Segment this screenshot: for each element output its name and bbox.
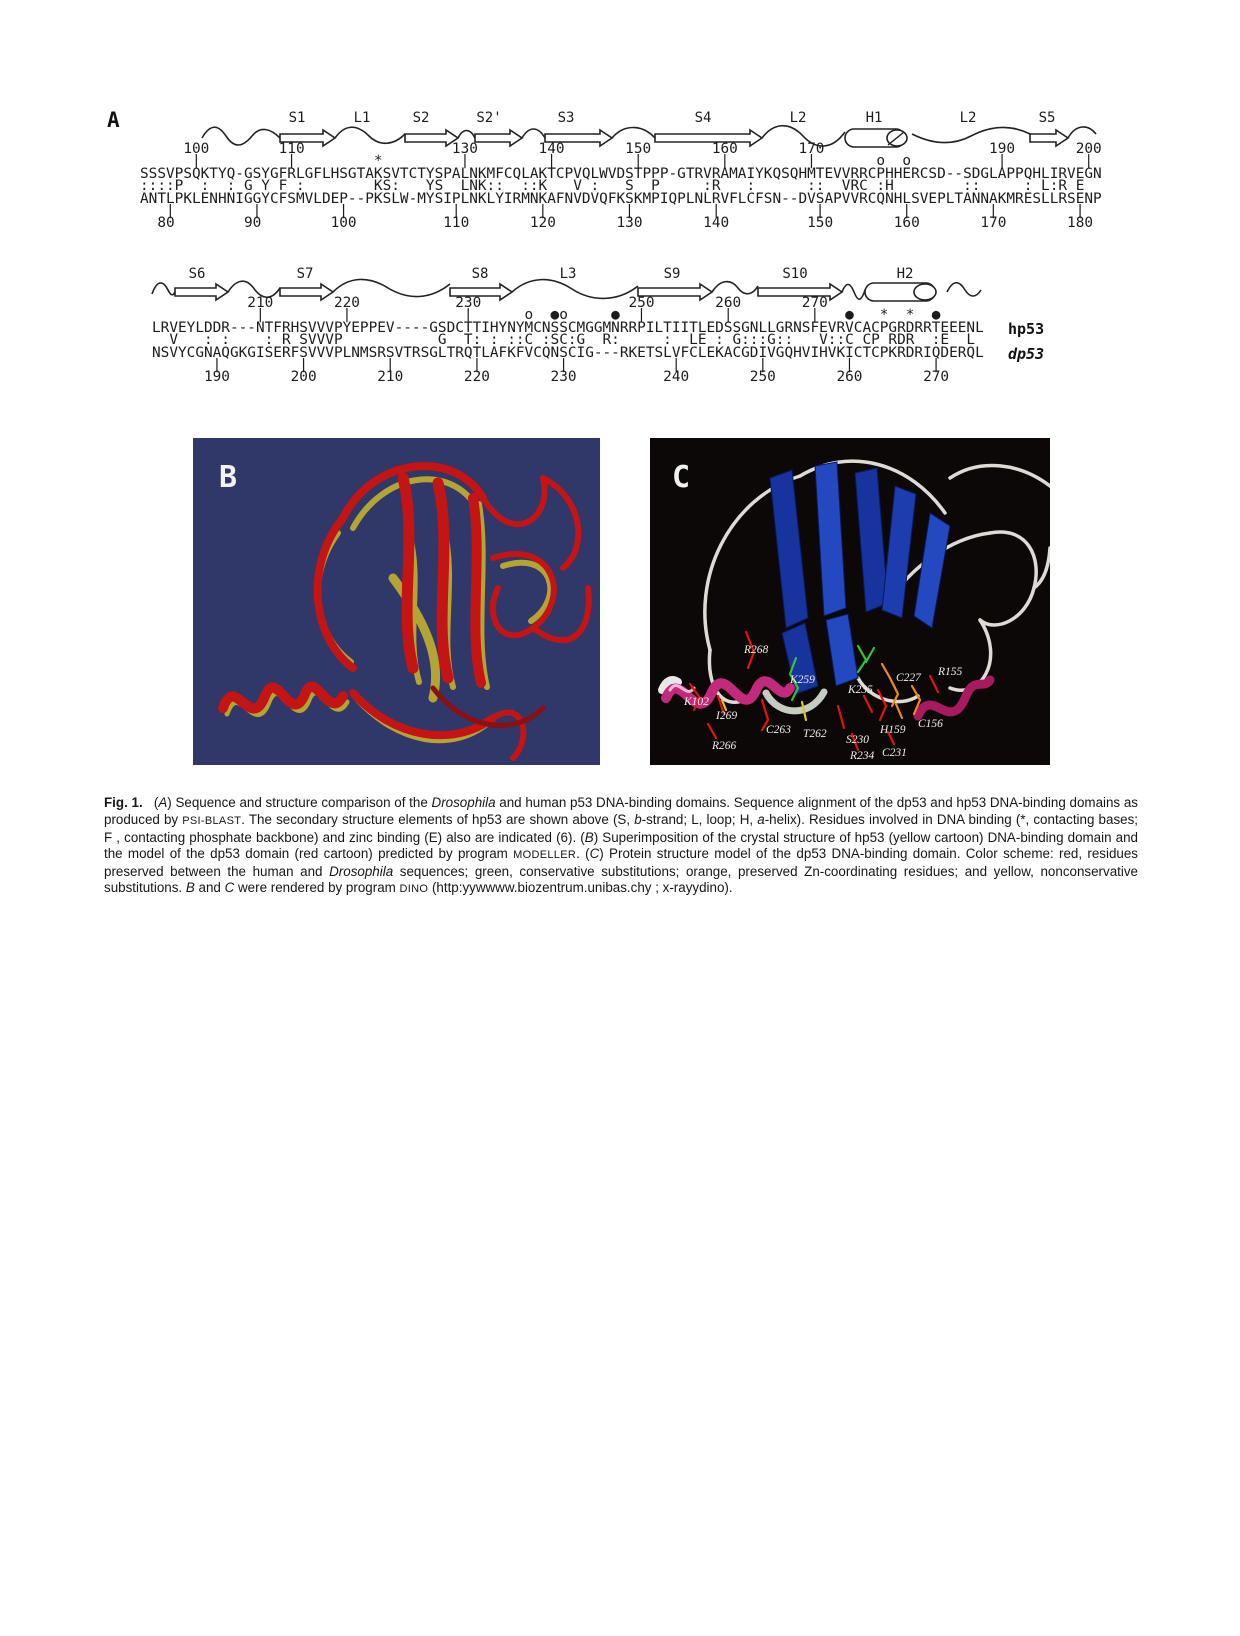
panel-b-label: B — [219, 460, 238, 495]
ticks-bottom: | | | | | | | | | — [152, 356, 984, 373]
ss-label-l2a: L2 — [789, 110, 807, 126]
ss-label-s9: S9 — [663, 266, 681, 282]
caption-segment: ( — [142, 795, 159, 811]
ruler-top: 210 220 230 250 260 270 — [152, 295, 984, 311]
caption-segment: B — [584, 829, 594, 845]
residue-label-i269: I269 — [716, 710, 738, 722]
caption-segment: ) Superimposition of the crystal structure of hp53 (yellow cartoon) DNA-binding domain and the model of the dp53 domain (red cartoon) predicted by program — [104, 829, 1138, 862]
ss-label-s2p: S2' — [476, 110, 502, 126]
ruler-top: 100 110 130 140 150 160 170 190 200 — [140, 141, 1102, 157]
caption-segment: A — [158, 795, 168, 811]
ss-label-s3: S3 — [557, 110, 575, 126]
dp53-red-ribbon — [223, 466, 589, 758]
caption-segment: C — [589, 846, 600, 862]
panel-b-structure-art — [193, 438, 600, 765]
ss-label-l3: L3 — [559, 266, 577, 282]
ss-label-s7: S7 — [296, 266, 314, 282]
caption-segment: ) Sequence and structure comparison of the — [167, 795, 432, 811]
residue-label-c263: C263 — [766, 724, 791, 736]
residue-label-r155: R155 — [938, 666, 963, 678]
ss-label-s4: S4 — [694, 110, 712, 126]
dp53-row-label: dp53 — [1008, 345, 1045, 363]
ticks-and-symbols-top: | | | o ●o ● | | | ● * * ● — [152, 307, 984, 324]
consensus-row: V : : : R SVVVP G T: : ::C :SC:G R: : LE : G:::G:: V::C CP RDR :E L — [152, 332, 976, 349]
ss-label-l2b: L2 — [959, 110, 977, 126]
figure-caption — [104, 795, 1138, 898]
ticks-bottom: | | | | | | | | | | | — [140, 202, 1102, 219]
beta-sheet-blue — [770, 462, 950, 694]
sequence-dp53: NSVYCGNAQGKGISERFSVVVPLNMSRSVTRSGLTRQTLAFKFVCQNSCIG---RKETSLVFCLEKACGDIVGQHVIHVKICTCPKRDRIQDERQL — [152, 344, 984, 361]
caption-segment: Drosophila — [329, 863, 394, 879]
caption-segment: ) Protein structure model of the dp53 DNA-binding domain. Color scheme: red, residues preserved between the human and — [104, 846, 1139, 879]
residue-label-r268: R268 — [744, 644, 769, 656]
caption-segment: C — [224, 880, 235, 896]
caption-segment: DINO — [399, 883, 429, 896]
panel-b-superimposition-image — [193, 438, 600, 765]
alignment-block-1 — [140, 143, 1102, 230]
ss-label-h1: H1 — [865, 110, 883, 126]
ss-label-l1: L1 — [353, 110, 371, 126]
residue-label-c227: C227 — [896, 672, 921, 684]
panel-c-label: C — [672, 460, 691, 495]
sequence-dp53: ANTLPKLENHNIGGYCFSMVLDEP--PKSLW-MYSIPLNKLYIRMNKAFNVDVQFKSKMPIQPLNLRVFLCFSN--DVSAPVVRCQNHLSVEPLTANNAKMRESLLRSENP — [140, 190, 1102, 207]
residue-label-k259: K259 — [790, 674, 815, 686]
sequence-hp53: LRVEYLDDR---NTFRHSVVVPYEPPEV----GSDCTTIHYNYMCNSSCMGGMNRRPILTIITLEDSSGNLLGRNSFEVRVCACPGRDRRTEEENL — [152, 319, 984, 336]
caption-segment: and human p53 DNA-binding domains. Sequence alignment of the dp53 and hp53 DNA-binding domains as produced by — [104, 795, 1138, 827]
residue-label-r234: R234 — [850, 750, 875, 762]
ss-label-s10: S10 — [782, 266, 808, 282]
caption-segment: a — [757, 811, 765, 827]
caption-segment: -helix). Residues involved in DNA binding (*, contacting bases; F , contacting phosphate backbone) and zinc binding (E) also are indicated (6). ( — [104, 811, 1139, 845]
caption-figure-number: Fig. 1. — [104, 795, 143, 811]
panel-a-label: A — [107, 108, 120, 132]
ss-label-h2: H2 — [896, 266, 914, 282]
ss-label-s1: S1 — [288, 110, 306, 126]
sequence-hp53: SSSVPSQKTYQ-GSYGFRLGFLHSGTAKSVTCTYSPALNKMFCQLAKTCPVQLWVDSTPPP-GTRVRAMAIYKQSQHMTEVVRRCPHHERCSD--SDGLAPPQHLIRVEGN — [140, 165, 1102, 182]
residue-label-h159: H159 — [880, 724, 906, 736]
caption-segment: MODELLER — [513, 849, 577, 862]
ss-label-s2: S2 — [412, 110, 430, 126]
panel-c-model-image — [650, 438, 1050, 765]
alignment-block-2 — [152, 297, 984, 384]
caption-segment: PSI-BLAST — [182, 814, 242, 827]
consensus-row: ::::P : : G Y F : KS: YS LNK:: ::K V : S P :R : :: VRC :H :: : L:R E — [140, 178, 1102, 195]
ss-label-s6: S6 — [188, 266, 206, 282]
caption-segment: b — [634, 811, 642, 827]
residue-label-t262: T262 — [803, 728, 827, 740]
residue-label-k235: K235 — [848, 684, 873, 696]
panel-c-structure-art — [650, 438, 1050, 765]
caption-segment: B — [185, 880, 195, 896]
caption-segment: were rendered by program — [234, 880, 400, 896]
residue-label-c156: C156 — [918, 718, 943, 730]
caption-segment: . The secondary structure elements of hp53 are shown above (S, — [241, 811, 635, 827]
caption-segment: sequences; green, conservative substitutions; orange, preserved Zn-coordinating residues; and yellow, nonconservative substitutions. — [104, 863, 1138, 896]
caption-segment: and — [194, 880, 225, 896]
hp53-row-label: hp53 — [1008, 320, 1045, 338]
ss-label-s8: S8 — [471, 266, 489, 282]
caption-segment: Drosophila — [431, 795, 496, 811]
helix-magenta — [662, 680, 990, 716]
residue-label-s230: S230 — [846, 734, 869, 746]
residue-label-k102: K102 — [684, 696, 709, 708]
ruler-bottom: 80 90 100 110 120 130 140 150 160 170 180 — [140, 215, 1102, 232]
ss-label-s5: S5 — [1038, 110, 1056, 126]
caption-segment: -strand; L, loop; H, — [641, 811, 758, 827]
ruler-bottom: 190 200 210 220 230 240 250 260 270 — [152, 369, 984, 386]
residue-label-r266: R266 — [712, 740, 737, 752]
caption-segment: (http:yywwww.biozentrum.unibas.chy ; x-rayydino). — [428, 880, 733, 896]
residue-label-c231: C231 — [882, 747, 907, 759]
caption-segment: . ( — [576, 846, 590, 862]
ticks-and-symbols-top: | | * | | | | | o o | | — [140, 153, 1102, 170]
